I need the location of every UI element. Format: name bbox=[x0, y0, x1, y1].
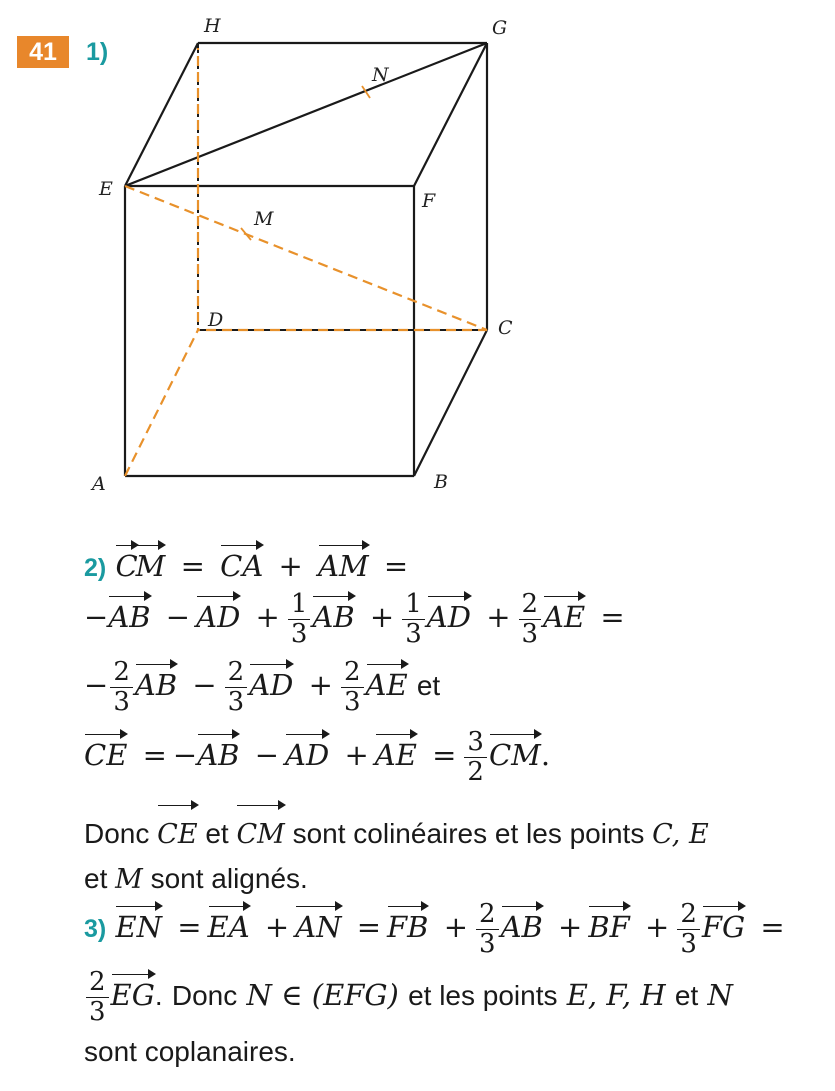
step-3-line-1: 3) EN = EA + AN = FB + $\frac{2}{3}$ AB + BF + $\frac{2}{3}$ FG = bbox=[84, 899, 785, 959]
step-2-line-3: − $\frac{2}{3}$ AB − $\frac{2}{3}$ AD + $\frac{2}{3}$ AE et bbox=[84, 657, 441, 717]
step-2-line-4: CE = −AB − AD + AE = $\frac{3}{2}$ CM. bbox=[84, 727, 551, 787]
label-H: H bbox=[204, 15, 221, 37]
label-G: G bbox=[492, 17, 508, 39]
step-1-label: 1) bbox=[86, 38, 109, 66]
point-M-mark bbox=[241, 228, 251, 240]
step-3-conclusion: sont coplanaires. bbox=[84, 1036, 296, 1067]
cube-figure bbox=[0, 0, 835, 520]
step-3-line-2: $\frac{2}{3}$ EG. Donc N ∈ (EFG) et les points E, F, H et N bbox=[84, 968, 733, 1026]
label-M: M bbox=[254, 208, 274, 230]
edge-EH bbox=[125, 43, 198, 186]
step-2-label: 2) bbox=[84, 554, 107, 582]
step-3-label: 3) bbox=[84, 915, 107, 944]
edge-BC bbox=[414, 330, 487, 476]
label-N: N bbox=[372, 64, 389, 86]
segment-AD bbox=[125, 330, 198, 476]
step-2-conclusion: Donc CE et CM sont colinéaires et les points C, E et M sont alignés. bbox=[84, 800, 814, 902]
step-2-line-1: 2) CM = CA + AM = bbox=[84, 540, 414, 581]
label-B: B bbox=[434, 471, 448, 493]
label-F: F bbox=[422, 190, 436, 212]
vector-CM: C bbox=[115, 540, 137, 581]
exercise-number-badge: 41 bbox=[17, 36, 69, 68]
edge-FG bbox=[414, 43, 487, 186]
label-D: D bbox=[208, 309, 224, 331]
segment-EG bbox=[125, 43, 487, 186]
label-E: E bbox=[99, 178, 113, 200]
step-2-line-2: −AB − AD + $\frac{1}{3}$ AB + $\frac{1}{3}$ AD + $\frac{2}{3}$ AE = bbox=[84, 589, 625, 649]
label-C: C bbox=[498, 317, 513, 339]
label-A: A bbox=[92, 473, 106, 495]
